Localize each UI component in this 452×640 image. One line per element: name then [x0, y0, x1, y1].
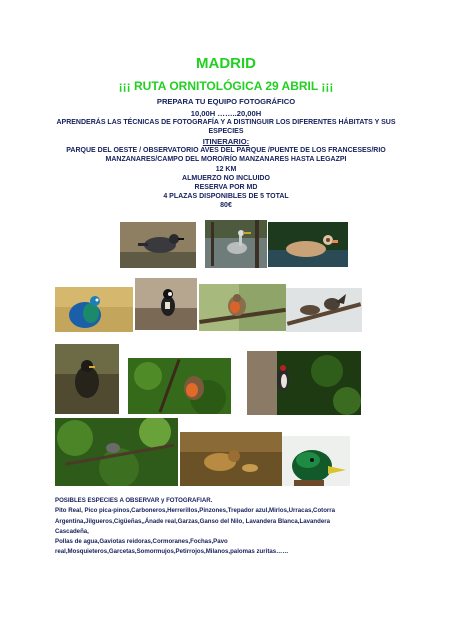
species-line-2: Argentina,Jilgueros,Cigüeñas,,Ánade real,Garzas,Ganso del Nilo, Lavandera Blanca,Lavandera [55, 517, 330, 525]
places-line: 4 PLAZAS DISPONIBLES DE 5 TOTAL [163, 193, 289, 200]
woodpecker-photo [247, 351, 361, 415]
species-line-5: real,Mosquieteros,Garcetas,Somormujos,Petirrojos,Milanos,palomas zuritas…… [55, 548, 289, 556]
ducklings-photo [180, 432, 282, 486]
learn-line-1: APRENDERÁS LAS TÉCNICAS DE FOTOGRAFÍA Y A DISTINGUIR LOS DIFERENTES HÁBITATS Y SUS [56, 119, 396, 126]
booking-line: RESERVA POR MD [194, 184, 258, 191]
city-title: MADRID [196, 55, 256, 72]
wagtail-photo [120, 222, 196, 268]
distance-line: 12 KM [215, 166, 237, 173]
blackbird-photo [55, 344, 119, 414]
route-title: ¡¡¡ RUTA ORNITOLÓGICA 29 ABRIL ¡¡¡ [118, 79, 334, 93]
tit-on-tree-photo [135, 278, 197, 330]
itinerary-line-2: MANZANARES/CAMPO DEL MORO/RÍO MANZANARES HASTA LEGAZPI [105, 156, 347, 163]
species-line-4: Pollas de agua,Gaviotas reidoras,Cormoranes,Fochas,Pavo [55, 538, 228, 546]
species-line-1: Pito Real, Pico pica-pinos,Carboneros,Herrerillos,Pinzones,Trepador azul,Mirlos,Urracas,Cotorra [55, 507, 336, 515]
species-section [55, 496, 395, 558]
schedule-line: 10,00H ……..20,00H [190, 109, 262, 118]
robin-photo [128, 358, 231, 414]
egyptian-goose-photo [268, 222, 348, 267]
species-line-3: Cascadeña, [55, 527, 89, 535]
bird-in-tree-photo [55, 418, 178, 486]
itinerary-line-1: PARQUE DEL OESTE / OBSERVATORIO AVES DEL PARQUE /PUENTE DE LOS FRANCESES/RIO [66, 147, 386, 154]
birds-on-branch-photo [286, 288, 362, 332]
learn-line-2: ESPECIES [208, 128, 244, 135]
heron-photo [205, 220, 267, 268]
itinerary-label: ITINERARIO: [202, 137, 250, 146]
robin-on-branch-photo [199, 284, 286, 331]
lunch-line: ALMUERZO NO INCLUIDO [182, 175, 270, 182]
peacock-photo [55, 287, 133, 332]
equipment-line: PREPARA TU EQUIPO FOTOGRÁFICO [156, 97, 296, 106]
species-heading: POSIBLES ESPECIES A OBSERVAR y FOTOGRAFIAR. [55, 497, 213, 504]
price-line: 80€ [220, 202, 232, 209]
mallard-photo [282, 436, 350, 486]
